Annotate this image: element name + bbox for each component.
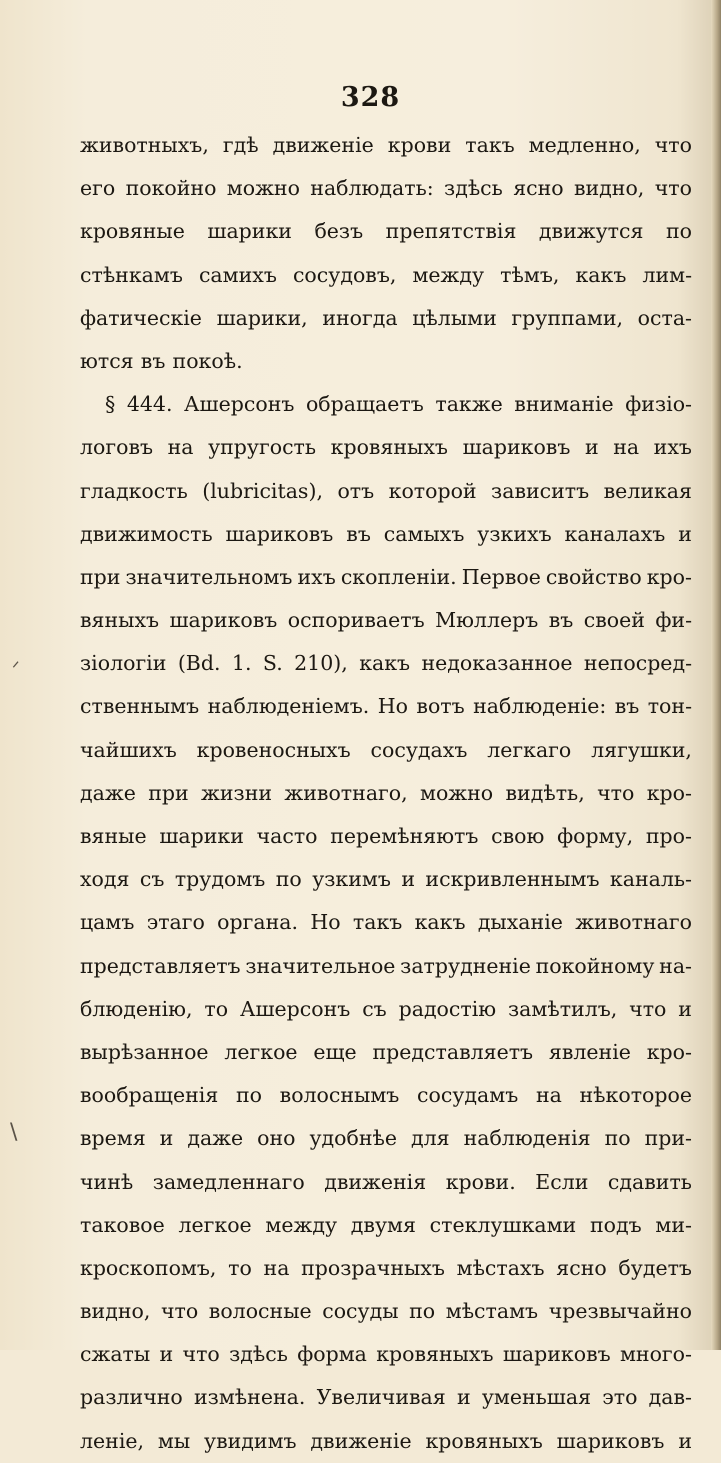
text-line: кроскопомъ, то на прозрачныхъ мѣстахъ ясно будетъ (80, 1255, 692, 1280)
text-line: вырѣзанное легкое еще представляетъ явленiе кро- (80, 1039, 692, 1064)
text-line: вообращенiя по волоснымъ сосудамъ на нѣкоторое (80, 1083, 692, 1108)
text-line: его покойно можно наблюдать: здѣсь ясно видно, что (80, 176, 692, 201)
text-line: сжаты и что здѣсь форма кровяныхъ шариковъ много- (80, 1342, 692, 1367)
page-body-text (80, 124, 692, 1463)
text-line: видно, что волосные сосуды по мѣстамъ чрезвычайно (80, 1299, 692, 1324)
text-line: время и даже оно удобнѣе для наблюденiя по при- (80, 1126, 692, 1151)
text-line: движимость шариковъ въ самыхъ узкихъ каналахъ и (80, 521, 692, 546)
text-line: при значительномъ ихъ скопленiи. Первое свойство кро- (80, 564, 692, 589)
text-line: вяные шарики часто перемѣняютъ свою форму, про- (80, 824, 692, 848)
text-line: § 444. Ашерсонъ обращаетъ также вниманiе физiо- (105, 392, 692, 417)
text-line: таковое легкое между двумя стеклушками подъ ми- (80, 1212, 692, 1237)
text-line: представляетъ значительное затрудненiе покойному на- (80, 953, 692, 978)
text-line: ленiе, мы увидимъ движенiе кровяныхъ шариковъ и (80, 1428, 692, 1453)
text-line: чинѣ замедленнаго движенiя крови. Если сдавить (80, 1169, 692, 1194)
text-line: зiологiи (Bd. 1. S. 210), какъ недоказанное непосред- (80, 651, 692, 676)
text-line: ственнымъ наблюденiемъ. Но вотъ наблюденiе: въ тон- (80, 694, 692, 719)
text-line: чайшихъ кровеносныхъ сосудахъ легкаго лягушки, (80, 737, 692, 762)
text-line: блюденiю, то Ашерсонъ съ радостiю замѣтилъ, что и (80, 996, 692, 1021)
text-line: ходя съ трудомъ по узкимъ и искривленнымъ каналь- (80, 867, 692, 892)
text-line: животныхъ, гдѣ движенiе крови такъ медленно, что (80, 133, 692, 157)
text-line: гладкость (lubricitas), отъ которой зависитъ великая (80, 478, 692, 503)
page-edge (711, 0, 721, 1350)
text-line: стѣнкамъ самихъ сосудовъ, между тѣмъ, какъ лим- (80, 262, 692, 287)
text-line: цамъ этаго органа. Но такъ какъ дыханiе животнаго (80, 910, 692, 935)
text-line: фатическiе шарики, иногда цѣлыми группами, оста- (80, 305, 692, 330)
margin-tick-mark: ᐟ (12, 658, 20, 679)
page-number: 328 (340, 82, 401, 113)
margin-stroke-mark: \ (10, 1120, 18, 1145)
text-line: логовъ на упругость кровяныхъ шариковъ и на ихъ (80, 435, 692, 460)
text-line: ются въ покоѣ. (80, 348, 243, 373)
text-line: даже при жизни животнаго, можно видѣть, что кро- (80, 780, 692, 805)
text-line: вяныхъ шариковъ оспориваетъ Мюллеръ въ своей фи- (80, 608, 692, 633)
text-line: кровяные шарики безъ препятствiя движутся по (80, 219, 692, 244)
text-line: различно измѣнена. Увеличивая и уменьшая это дав- (80, 1385, 692, 1410)
